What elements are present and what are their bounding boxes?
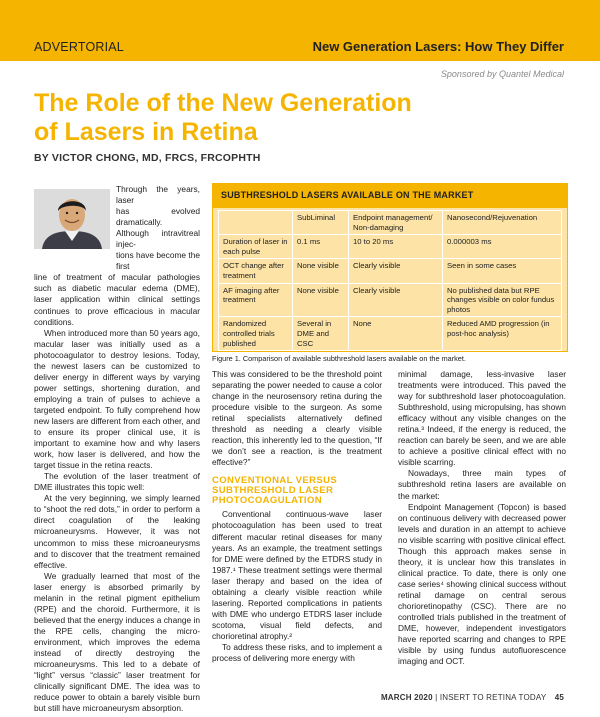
table-header-row xyxy=(219,211,562,235)
advertorial-label: ADVERTORIAL xyxy=(34,40,124,54)
table-cell: Reduced AMD progression (in post-hoc analysis) xyxy=(443,317,562,351)
intro-line-1: Through the years, laser xyxy=(116,184,200,206)
footer-publication: INSERT TO RETINA TODAY xyxy=(439,693,547,702)
paragraph: At the very beginning, we simply learned to “shoot the red dots,” in order to perform a direct coagulation of the leaking microaneurysms. However, it was not uncommon to miss these microaneurysms and to discover that the treatment remained effective. xyxy=(34,493,200,570)
table-header-cell: Nanosecond/Rejuvenation xyxy=(443,211,562,235)
byline: BY VICTOR CHONG, MD, FRCS, FRCOPHTH xyxy=(34,152,261,164)
intro-line-2: has evolved dramatically. xyxy=(116,206,200,228)
footer-issue: MARCH 2020 xyxy=(380,693,433,702)
intro-rest: line of treatment of macular pathologies such as diabetic macular edema (DME), laser application within clinical settings continues to prove efficacious in macular conditions. xyxy=(34,272,200,327)
table-cell: None visible xyxy=(293,259,349,283)
table-row xyxy=(219,317,562,351)
table-cell: No published data but RPE changes visible on color fundus photos xyxy=(443,283,562,317)
column-3 xyxy=(398,369,566,667)
column-1 xyxy=(34,184,200,714)
paragraph: Nowadays, three main types of subthreshold retina lasers are available on the market: xyxy=(398,468,566,501)
table-header-cell: SubLiminal xyxy=(293,211,349,235)
table-row xyxy=(219,259,562,283)
laser-comparison-table-box xyxy=(212,183,568,352)
table-cell: None xyxy=(349,317,443,351)
table-row xyxy=(219,283,562,317)
sponsor-line: Sponsored by Quantel Medical xyxy=(440,69,564,79)
table-cell: 0.000003 ms xyxy=(443,235,562,259)
paragraph: Endpoint Management (Topcon) is based on continuous delivery with decreased power levels and duration in an attempt to achieve no visible scarring with positive clinical effect. Though this approach makes sense in theory, it is unclear how this translates in clinical practice. To date, there is only one case series⁴ showing clinical success without retinal damage on central serous chorioretinopathy (CSC). There are no controlled trials published in the treatment of DME, however, independent investigators have reported scarring and changes to RPE visible by using fundus autofluorescence imaging and OCT. xyxy=(398,501,566,667)
section-subhead xyxy=(212,476,382,506)
table-header-cell xyxy=(219,211,293,235)
table-cell: 0.1 ms xyxy=(293,235,349,259)
table-cell: Seen in some cases xyxy=(443,259,562,283)
intro-line-3: Although intravitreal injec- xyxy=(116,228,200,250)
paragraph: Conventional continuous-wave laser photocoagulation has been used to treat different macular retinal diseases for many years. As an example, the treatment settings for DME were defined by the ETDRS study in 1987.¹ These treatment settings were thermal laser therapy and based on the idea of obtaining a clearly visible reaction while lasering. Reported complications in patients with DME who undergo ETDRS laser include scotoma, visual field defects, and chorioretinal atrophy.² xyxy=(212,509,382,641)
article-title xyxy=(34,89,574,147)
paragraph: This was considered to be the threshold point separating the power needed to cause a color change in the neurosensory retina during the procedure visible to the surgeon. As some retinal specialists alternatively defined threshold as needing a clearly visible reaction, this inherently led to the question, “If we don’t see a reaction, is the treatment effective?” xyxy=(212,369,382,468)
header-banner xyxy=(0,0,600,61)
table-cell: AF imaging after treatment xyxy=(219,283,293,317)
subhead-line-1: CONVENTIONAL VERSUS xyxy=(212,475,338,487)
laser-comparison-table xyxy=(218,210,562,351)
table-caption: Figure 1. Comparison of available subthreshold lasers available on the market. xyxy=(212,354,466,363)
paragraph: The evolution of the laser treatment of DME illustrates this topic well: xyxy=(34,471,200,493)
table-row xyxy=(219,235,562,259)
footer-divider: | xyxy=(435,693,440,702)
paragraph-intro xyxy=(34,184,200,328)
table-cell: Clearly visible xyxy=(349,283,443,317)
article-title-line-2: of Lasers in Retina xyxy=(34,118,258,146)
footer-page-number: 45 xyxy=(554,693,564,702)
table-cell: OCT change after treatment xyxy=(219,259,293,283)
page-footer xyxy=(381,693,564,702)
subhead-line-2: SUBTHRESHOLD LASER xyxy=(212,485,334,497)
paragraph: minimal damage, less-invasive laser treatments were introduced. This paved the way for subthreshold laser photocoagulation. Subthreshold, using micropulsing, has shown efficacy without any visible changes on the retina.³ Indeed, if the energy is reduced, the reaction can barely be seen, and we are able to achieve a positive clinical effect with no visible scarring. xyxy=(398,369,566,468)
table-cell: Clearly visible xyxy=(349,259,443,283)
table-header-cell: Endpoint management/ Non-damaging xyxy=(349,211,443,235)
table-cell: 10 to 20 ms xyxy=(349,235,443,259)
table-cell: Several in DME and CSC xyxy=(293,317,349,351)
paragraph: When introduced more than 50 years ago, macular laser was initially used as a photocoagulator to destroy lesions. Today, the newest lasers can be customized to deliver energy in different ways by varying power settings, shortening duration, and employing a train of pulses to achieve a targeted endpoint. To fully comprehend how new lasers are different from each other, and to ensure its proper clinical use, it is important to examine how and why lasers work, how laser is delivered, and how the target tissue in the retina reacts. xyxy=(34,327,200,471)
section-title: New Generation Lasers: How They Differ xyxy=(312,39,564,54)
intro-line-4: tions have become the first xyxy=(116,250,200,272)
table-cell: None visible xyxy=(293,283,349,317)
paragraph: We gradually learned that most of the laser energy is absorbed primarily by melanin in the retinal pigment epithelium (RPE) and the choroid. Furthermore, it is believed that the energy induces a change in the RPE cells, changing the micro-environment, which improves the edema instead of directly destroying the microaneurysms. This led to a debate of “light” versus “classic” laser treatment for clinically significant DME. The idea was to reduce power to obtain a barely visible burn but still have microaneurysm absorption. xyxy=(34,570,200,714)
article-title-line-1: The Role of the New Generation xyxy=(34,89,412,117)
column-2 xyxy=(212,369,382,664)
subhead-line-3: PHOTOCOAGULATION xyxy=(212,495,323,507)
table-title-bar xyxy=(213,184,567,208)
table-title: SUBTHRESHOLD LASERS AVAILABLE ON THE MARKET xyxy=(221,190,474,200)
paragraph: To address these risks, and to implement a process of delivering more energy with xyxy=(212,641,382,664)
table-cell: Randomized controlled trials published xyxy=(219,317,293,351)
table-cell: Duration of laser in each pulse xyxy=(219,235,293,259)
